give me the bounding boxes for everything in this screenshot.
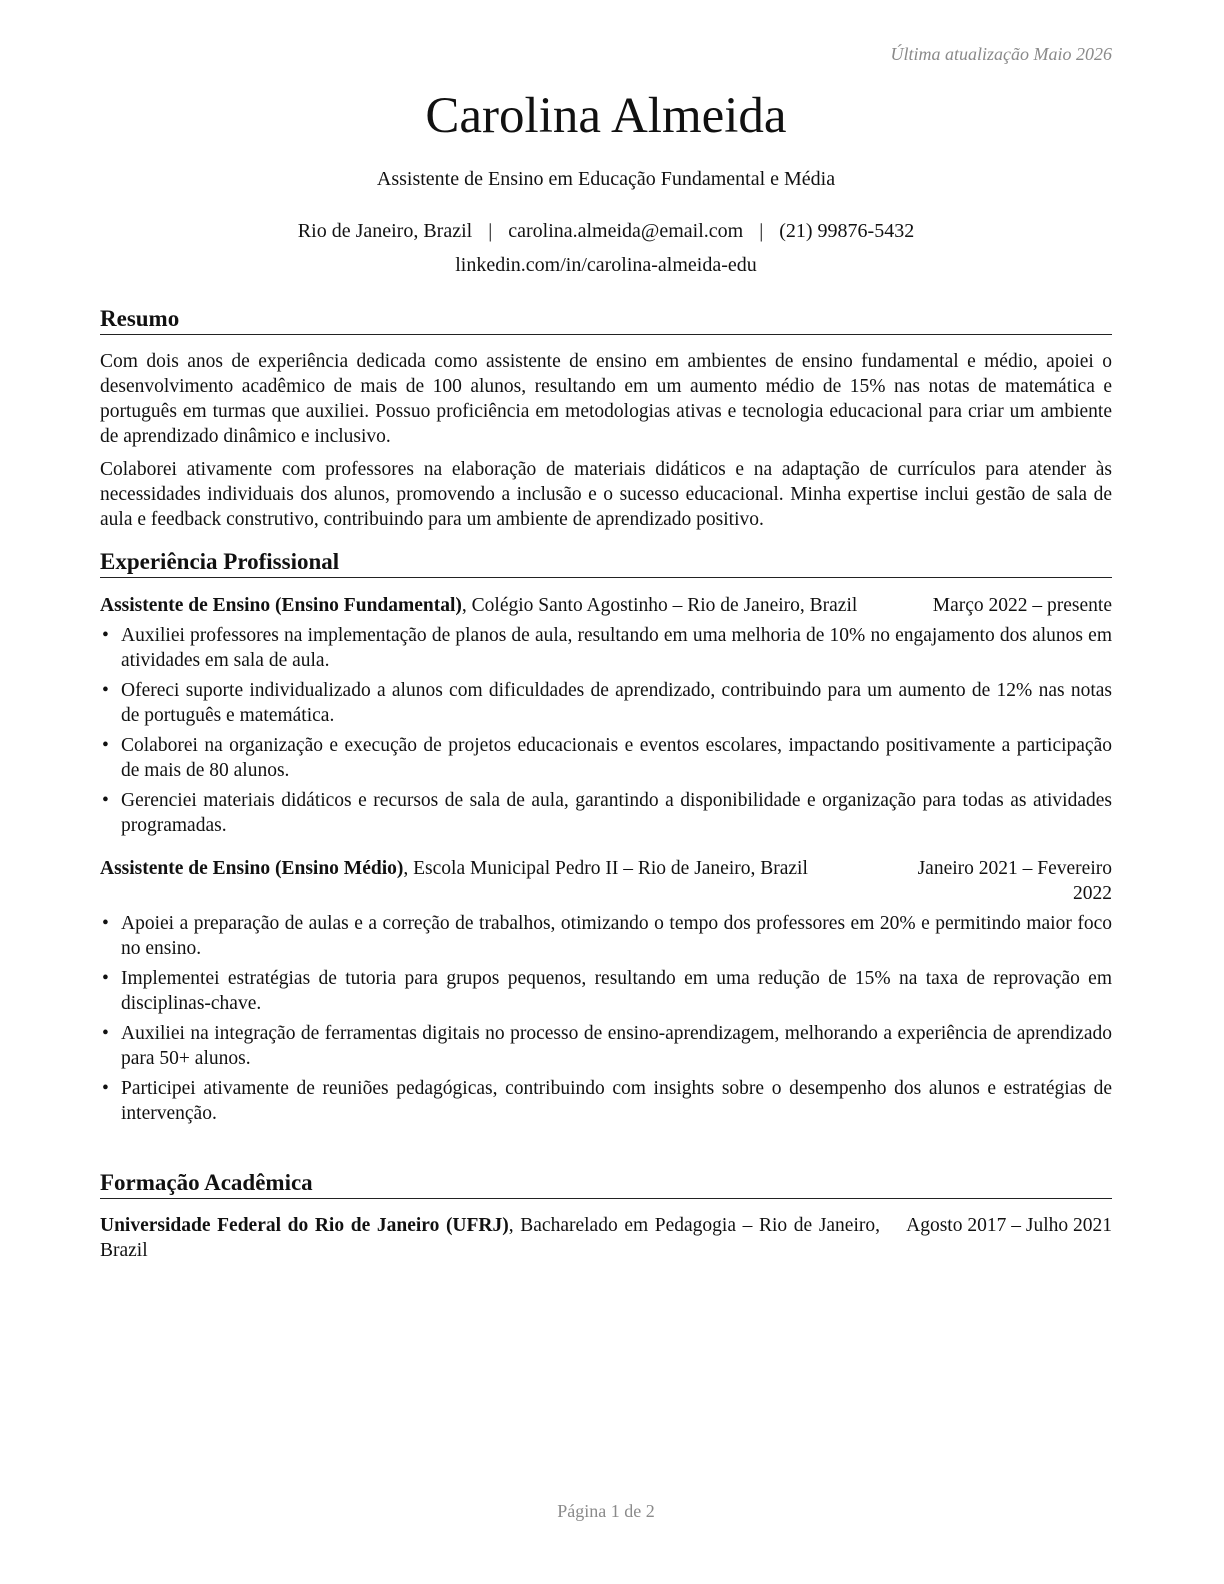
list-item xyxy=(100,623,1112,673)
bullet-icon: • xyxy=(102,735,109,756)
job-header xyxy=(100,593,1112,618)
candidate-name: Carolina Almeida xyxy=(425,88,787,144)
contact-line xyxy=(100,219,1112,243)
job-header xyxy=(100,856,1112,906)
bullet-icon: • xyxy=(102,625,109,646)
contact-email[interactable]: carolina.almeida@email.com xyxy=(508,220,744,242)
bullet-text: Implementei estratégias de tutoria para grupos pequenos, resultando em uma redução de 15% na taxa de reprovação em disciplinas-chave. xyxy=(121,968,1112,1014)
job-bullets xyxy=(100,623,1112,838)
education-entry xyxy=(100,1213,1112,1263)
education-dates: Agosto 2017 – Julho 2021 xyxy=(898,1213,1112,1238)
list-item xyxy=(100,1021,1112,1071)
job-organization: , Colégio Santo Agostinho – Rio de Janeiro, Brazil xyxy=(461,595,858,616)
contact-linkedin[interactable]: linkedin.com/in/carolina-almeida-edu xyxy=(455,254,757,276)
section-title-summary: Resumo xyxy=(100,305,1112,335)
list-item xyxy=(100,678,1112,728)
bullet-icon: • xyxy=(102,790,109,811)
candidate-headline: Assistente de Ensino em Educação Fundamental e Média xyxy=(376,168,836,190)
job-bullets xyxy=(100,911,1112,1126)
bullet-icon: • xyxy=(102,913,109,934)
last-updated: Última atualização Maio 2026 xyxy=(890,44,1112,64)
page-number: Página 1 de 2 xyxy=(557,1501,655,1521)
bullet-text: Colaborei na organização e execução de projetos educacionais e eventos escolares, impactando positivamente a participação de mais de 80 alunos. xyxy=(121,735,1112,781)
summary-section xyxy=(100,305,1112,532)
job-dates-line: Janeiro 2021 – Fevereiro xyxy=(917,858,1112,879)
bullet-icon: • xyxy=(102,968,109,989)
education-school: Universidade Federal do Rio de Janeiro (UFRJ) xyxy=(100,1215,509,1236)
bullet-text: Gerenciei materiais didáticos e recursos de sala de aula, garantindo a disponibilidade e organização para todas as atividades programadas. xyxy=(121,790,1112,836)
job-role: Assistente de Ensino (Ensino Médio) xyxy=(100,858,404,879)
list-item xyxy=(100,1076,1112,1126)
bullet-text: Participei ativamente de reuniões pedagógicas, contribuindo com insights sobre o desempenho dos alunos e estratégias de intervenção. xyxy=(121,1078,1112,1124)
job-dates: Março 2022 – presente xyxy=(925,593,1112,618)
bullet-text: Apoiei a preparação de aulas e a correção de trabalhos, otimizando o tempo dos professores em 20% e permitindo maior foco no ensino. xyxy=(121,913,1112,959)
bullet-icon: • xyxy=(102,1023,109,1044)
list-item xyxy=(100,788,1112,838)
summary-paragraph: Com dois anos de experiência dedicada como assistente de ensino em ambientes de ensino fundamental e médio, apoiei o desenvolvimento acadêmico de mais de 100 alunos, resultando em um aumento médio de 15% nas notas de matemática e português em turmas que auxiliei. Possuo proficiência em metodologias ativas e tecnologia educacional para criar um ambiente de aprendizado dinâmico e inclusivo. xyxy=(100,351,1112,447)
job-dates-line: 2022 xyxy=(1073,883,1112,904)
list-item xyxy=(100,911,1112,961)
bullet-icon: • xyxy=(102,680,109,701)
bullet-text: Ofereci suporte individualizado a alunos com dificuldades de aprendizado, contribuindo para um aumento de 12% nas notas de português e matemática. xyxy=(121,680,1112,726)
contact-separator: | xyxy=(759,220,764,242)
contact-location: Rio de Janeiro, Brazil xyxy=(297,220,473,242)
bullet-text: Auxiliei na integração de ferramentas digitais no processo de ensino-aprendizagem, melhorando a experiência de aprendizado para 50+ alunos. xyxy=(121,1023,1112,1069)
list-item xyxy=(100,966,1112,1016)
bullet-icon: • xyxy=(102,1078,109,1099)
linkedin-line xyxy=(100,253,1112,277)
contact-phone: (21) 99876-5432 xyxy=(779,220,915,242)
section-title-education: Formação Acadêmica xyxy=(100,1169,1112,1199)
section-title-experience: Experiência Profissional xyxy=(100,548,1112,578)
job-role: Assistente de Ensino (Ensino Fundamental) xyxy=(100,595,462,616)
education-section xyxy=(100,1169,1112,1263)
job-organization: , Escola Municipal Pedro II – Rio de Janeiro, Brazil xyxy=(403,858,808,879)
education-degree: , Bacharelado em Pedagogia – Rio de Janeiro, Brazil xyxy=(100,1215,880,1261)
bullet-text: Auxiliei professores na implementação de planos de aula, resultando em uma melhoria de 10% no engajamento dos alunos em atividades em sala de aula. xyxy=(121,625,1112,671)
resume-page xyxy=(100,0,1112,1584)
list-item xyxy=(100,733,1112,783)
contact-separator: | xyxy=(488,220,493,242)
summary-paragraph: Colaborei ativamente com professores na elaboração de materiais didáticos e na adaptação de currículos para atender às necessidades individuais dos alunos, promovendo a inclusão e o sucesso educacional. Minha expertise inclui gestão de sala de aula e feedback construtivo, contribuindo para um ambiente de aprendizado positivo. xyxy=(100,459,1112,530)
experience-section xyxy=(100,548,1112,1131)
job-dates xyxy=(910,856,1112,906)
